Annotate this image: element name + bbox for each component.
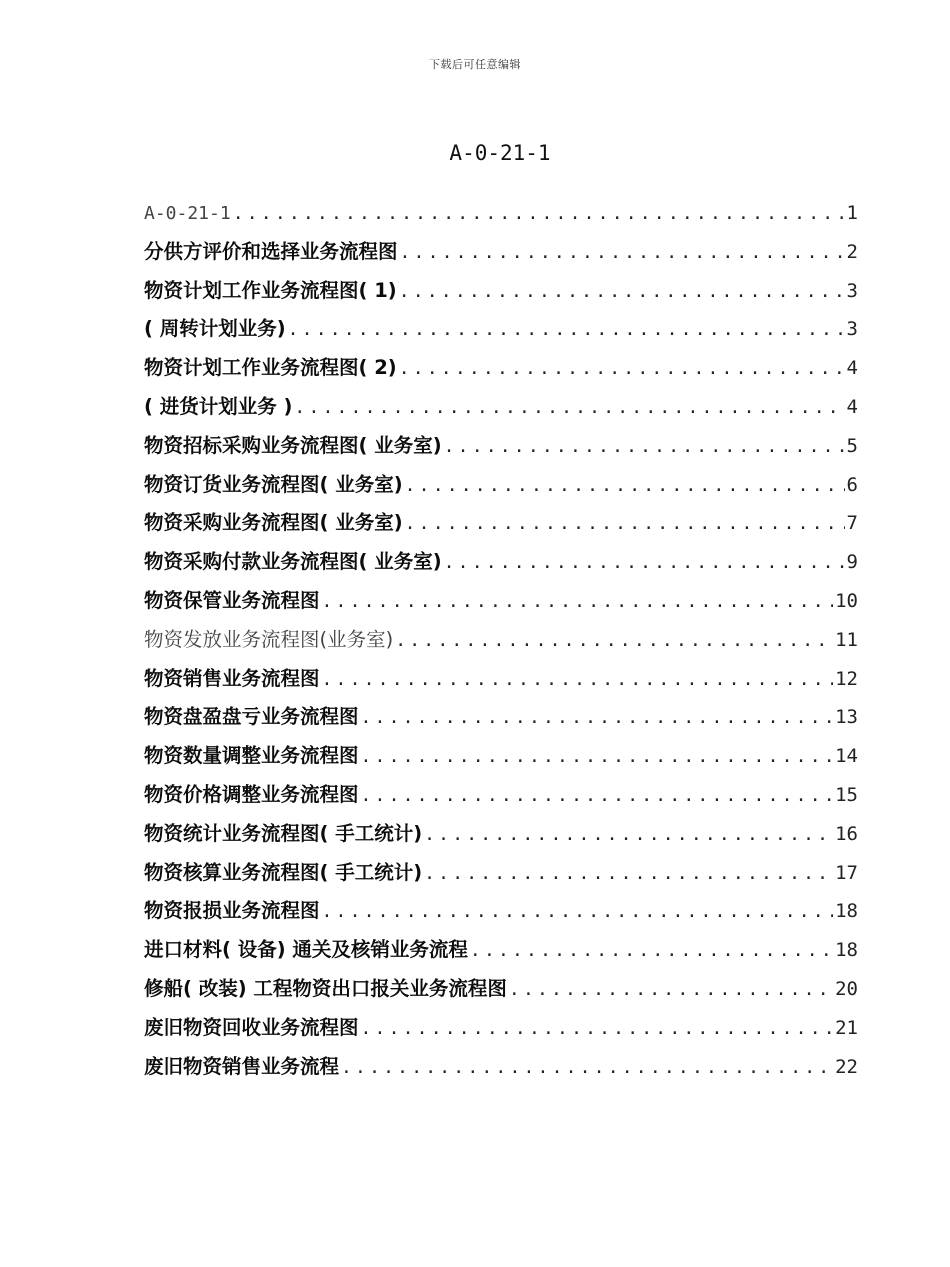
toc-entry[interactable]: [144, 621, 858, 660]
toc-entry-label: 物资招标采购业务流程图( 业务室): [144, 433, 442, 457]
toc-dot-leader: [322, 583, 834, 621]
toc-dot-leader: [341, 1049, 833, 1087]
toc-dot-leader: [509, 971, 833, 1009]
toc-dot-leader: [361, 738, 834, 776]
toc-entry-label: 物资数量调整业务流程图: [144, 744, 359, 768]
toc-entry-label: 物资报损业务流程图: [144, 899, 320, 923]
toc-dot-leader: [322, 661, 834, 699]
toc-entry[interactable]: [144, 776, 858, 815]
toc-dot-leader: [361, 1010, 834, 1048]
toc-entry-label: A-0-21-1: [144, 203, 231, 224]
toc-entry-page-number: 10: [835, 589, 858, 612]
toc-entry-page-number: 7: [846, 512, 858, 535]
toc-entry-label: 物资核算业务流程图( 手工统计): [144, 860, 423, 884]
toc-entry[interactable]: [144, 1009, 858, 1048]
toc-entry[interactable]: [144, 854, 858, 893]
toc-entry-label: 物资统计业务流程图( 手工统计): [144, 821, 423, 845]
toc-entry[interactable]: [144, 815, 858, 854]
toc-dot-leader: [322, 893, 834, 931]
toc-entry-page-number: 6: [846, 473, 858, 496]
toc-entry-label: 进口材料( 设备) 通关及核销业务流程: [144, 938, 468, 962]
toc-entry[interactable]: [144, 272, 858, 311]
toc-entry-page-number: 5: [846, 434, 858, 457]
toc-dot-leader: [395, 622, 833, 660]
toc-entry-label: 修船( 改装) 工程物资出口报关业务流程图: [144, 976, 507, 1000]
toc-dot-leader: [288, 311, 845, 349]
toc-entry-page-number: 4: [846, 395, 858, 418]
toc-entry-page-number: 22: [835, 1055, 858, 1078]
toc-entry-label: 物资价格调整业务流程图: [144, 782, 359, 806]
toc-entry-label: 物资采购业务流程图( 业务室): [144, 511, 403, 535]
toc-entry-page-number: 14: [835, 745, 858, 768]
toc-entry[interactable]: [144, 737, 858, 776]
toc-entry-page-number: 2: [846, 240, 858, 263]
header-note: 下载后可任意编辑: [429, 58, 521, 71]
toc-dot-leader: [444, 428, 845, 466]
document-title: A-0-21-1: [449, 141, 551, 165]
toc-entry-label: 物资订货业务流程图( 业务室): [144, 472, 403, 496]
toc-entry[interactable]: [144, 698, 858, 737]
toc-entry[interactable]: [144, 582, 858, 621]
toc-dot-leader: [400, 234, 845, 272]
toc-entry-label: 物资发放业务流程图(业务室): [144, 627, 394, 651]
toc-entry-page-number: 16: [835, 822, 858, 845]
toc-entry[interactable]: [144, 504, 858, 543]
toc-entry-label: 废旧物资回收业务流程图: [144, 1015, 359, 1039]
toc-entry[interactable]: [144, 660, 858, 699]
toc-entry[interactable]: [144, 892, 858, 931]
toc-entry-page-number: 18: [835, 900, 858, 923]
toc-entry[interactable]: [144, 388, 858, 427]
toc-entry[interactable]: [144, 970, 858, 1009]
toc-dot-leader: [405, 505, 845, 543]
toc-entry-label: 物资销售业务流程图: [144, 666, 320, 690]
toc-dot-leader: [470, 932, 833, 970]
toc-entry-label: ( 周转计划业务): [144, 317, 286, 341]
toc-entry[interactable]: [144, 427, 858, 466]
toc-entry-page-number: 21: [835, 1016, 858, 1039]
toc-dot-leader: [424, 816, 833, 854]
toc-entry[interactable]: [144, 349, 858, 388]
toc-dot-leader: [361, 699, 834, 737]
toc-dot-leader: [233, 195, 845, 233]
toc-entry-page-number: 9: [846, 551, 858, 574]
toc-entry-label: 废旧物资销售业务流程: [144, 1054, 340, 1078]
toc-entry[interactable]: [144, 466, 858, 505]
toc-entry-page-number: 15: [835, 783, 858, 806]
toc-entry[interactable]: [144, 310, 858, 349]
toc-entry-page-number: 11: [835, 628, 858, 651]
toc-entry-page-number: 12: [835, 667, 858, 690]
toc-entry-label: 物资采购付款业务流程图( 业务室): [144, 550, 442, 574]
toc-entry-page-number: 18: [835, 939, 858, 962]
toc-entry-label: 物资计划工作业务流程图( 2): [144, 356, 397, 380]
toc-entry-page-number: 17: [835, 861, 858, 884]
toc-entry-label: 物资计划工作业务流程图( 1): [144, 278, 397, 302]
toc-entry[interactable]: [144, 194, 858, 233]
toc-entry-page-number: 3: [846, 318, 858, 341]
toc-entry-label: 物资保管业务流程图: [144, 588, 320, 612]
toc-entry[interactable]: [144, 1048, 858, 1087]
toc-entry-page-number: 3: [846, 279, 858, 302]
toc-entry-label: 分供方评价和选择业务流程图: [144, 239, 398, 263]
toc-entry[interactable]: [144, 543, 858, 582]
toc-entry[interactable]: [144, 931, 858, 970]
toc-entry-label: ( 进货计划业务 ): [144, 394, 293, 418]
toc-entry-page-number: 1: [846, 202, 858, 224]
toc-dot-leader: [424, 855, 833, 893]
toc-entry-page-number: 4: [846, 357, 858, 380]
toc-entry-page-number: 20: [835, 977, 858, 1000]
table-of-contents: [144, 194, 858, 1086]
toc-dot-leader: [361, 777, 834, 815]
toc-dot-leader: [399, 273, 845, 311]
toc-entry-page-number: 13: [835, 706, 858, 729]
toc-dot-leader: [444, 544, 845, 582]
toc-dot-leader: [405, 467, 845, 505]
toc-entry-label: 物资盘盈盘亏业务流程图: [144, 705, 359, 729]
toc-dot-leader: [294, 389, 844, 427]
toc-entry[interactable]: [144, 233, 858, 272]
toc-dot-leader: [399, 350, 845, 388]
